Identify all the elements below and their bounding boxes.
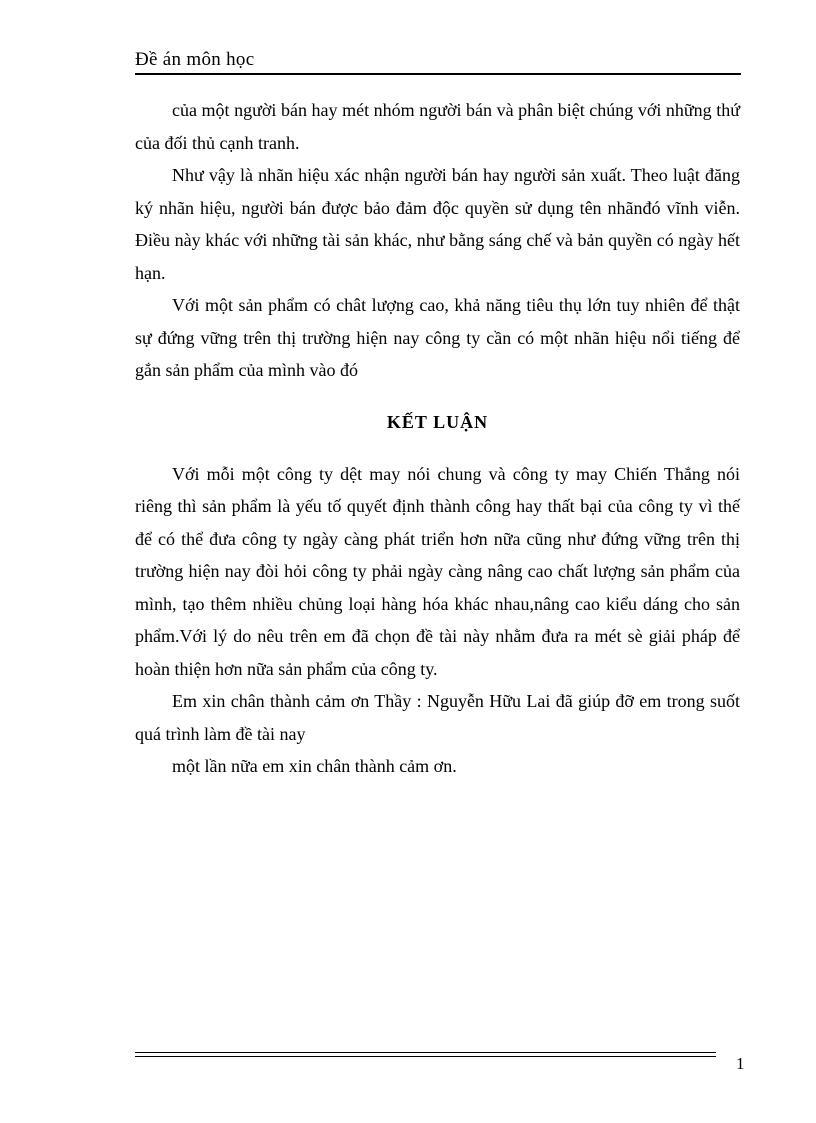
paragraph-conclusion: Với mỗi một công ty dệt may nói chung và công ty may Chiến Thắng nói riêng thì sản phẩm là yếu tố quyết định thành công hay thất bại của công ty vì thế để có thể đưa công ty ngày càng phát triển hơn nữa cũng như đứng vững trên thị trường hiện nay đòi hỏi công ty phải ngày càng nâng cao chất lượng sản phẩm của mình, tạo thêm nhiều chủng loại hàng hóa khác nhau,nâng cao kiểu dáng cho sản phẩm.Với lý do nêu trên em đã chọn đề tài này nhằm đưa ra mét sè giải pháp để hoàn thiện hơn nữa sản phẩm của công ty. — [135, 463, 740, 679]
header-rule — [135, 73, 741, 75]
paragraph-brand-definition-continued: của một người bán hay mét nhóm người bán và phân biệt chúng với những thứ của đối thủ cạnh tranh. — [135, 100, 740, 153]
conclusion-heading: KẾT LUẬN — [386, 411, 489, 432]
paragraph-brand-law: Như vậy là nhãn hiệu xác nhận người bán hay người sản xuất. Theo luật đăng ký nhãn hiệu, người bán được bảo đảm độc quyền sử dụng tên nhãnđó vĩnh viễn. Điều này khác với những tài sản khác, như bằng sáng chế và bản quyền có ngày hết hạn. — [135, 165, 740, 283]
page-number: 1 — [736, 1054, 745, 1073]
footer-rule — [135, 1052, 716, 1057]
paragraph-thanks: Em xin chân thành cảm ơn Thầy : Nguyễn Hữu Lai đã giúp đỡ em trong suốt quá trình làm đề tài nay — [135, 691, 740, 744]
paragraph-brand-importance: Với một sản phẩm có chât lượng cao, khả năng tiêu thụ lớn tuy nhiên để thật sự đứng vững trên thị trường hiện nay công ty cần có một nhãn hiệu nổi tiếng để gắn sản phẩm của mình vào đó — [135, 295, 740, 380]
paragraph-closing: một lần nữa em xin chân thành cảm ơn. — [172, 756, 457, 776]
document-body — [135, 94, 740, 783]
header-title: Đề án môn học — [135, 49, 255, 70]
